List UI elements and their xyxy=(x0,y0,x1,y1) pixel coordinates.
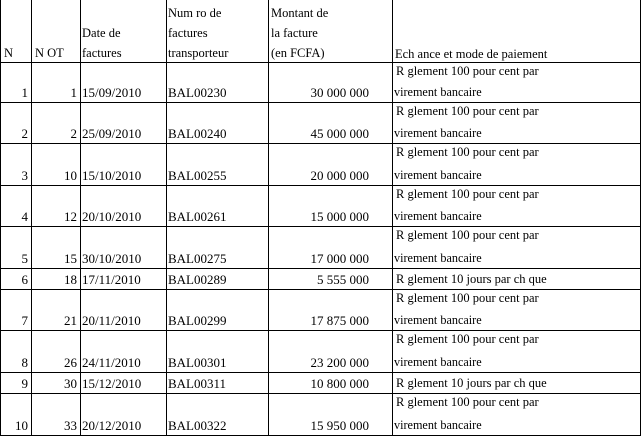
row-n: 8 xyxy=(21,355,28,370)
row-divider xyxy=(0,143,641,144)
row-payment-line1: R glement 100 pour cent par xyxy=(396,332,539,346)
row-invoice: BAL00255 xyxy=(168,168,227,183)
row-n: 6 xyxy=(21,272,28,287)
column-divider xyxy=(80,0,81,436)
row-amount: 17 000 000 xyxy=(310,251,369,266)
row-invoice: BAL00240 xyxy=(168,126,227,141)
row-n: 7 xyxy=(21,313,28,328)
row-divider xyxy=(0,268,641,269)
row-n: 1 xyxy=(21,85,28,100)
row-invoice: BAL00230 xyxy=(168,85,227,100)
header-invoice-line2: factures xyxy=(168,26,208,40)
header-n: N xyxy=(4,46,14,60)
row-amount: 20 000 000 xyxy=(310,168,369,183)
row-ot: 30 xyxy=(64,376,77,391)
row-divider xyxy=(0,393,641,394)
row-invoice: BAL00261 xyxy=(168,209,227,224)
row-date: 20/11/2010 xyxy=(82,313,141,328)
row-n: 5 xyxy=(21,251,28,266)
row-payment-line1: R glement 100 pour cent par xyxy=(396,395,539,409)
row-ot: 33 xyxy=(64,418,77,433)
row-amount: 5 555 000 xyxy=(317,272,369,287)
row-ot: 15 xyxy=(64,251,77,266)
row-divider xyxy=(0,185,641,186)
row-divider xyxy=(0,435,641,436)
row-divider xyxy=(0,62,641,63)
row-date: 15/09/2010 xyxy=(82,85,142,100)
row-n: 4 xyxy=(21,209,28,224)
row-payment-line1: R glement 100 pour cent par xyxy=(396,104,539,118)
row-divider xyxy=(0,226,641,227)
row-invoice: BAL00311 xyxy=(168,376,227,391)
row-invoice: BAL00275 xyxy=(168,251,227,266)
row-invoice: BAL00299 xyxy=(168,313,227,328)
row-amount: 15 000 000 xyxy=(310,209,369,224)
row-invoice: BAL00289 xyxy=(168,272,227,287)
row-n: 9 xyxy=(21,376,28,391)
row-payment-line1: R glement 100 pour cent par xyxy=(396,64,539,78)
row-amount: 15 950 000 xyxy=(310,418,369,433)
row-ot: 21 xyxy=(64,313,77,328)
row-date: 15/10/2010 xyxy=(82,168,142,183)
row-payment-line2: virement bancaire xyxy=(394,85,482,99)
row-n: 10 xyxy=(15,418,28,433)
row-amount: 10 800 000 xyxy=(310,376,369,391)
column-divider xyxy=(392,0,393,436)
row-amount: 17 875 000 xyxy=(310,313,369,328)
row-divider xyxy=(0,372,641,373)
row-payment-line1: R glement 100 pour cent par xyxy=(396,228,539,242)
row-n: 2 xyxy=(21,126,28,141)
header-date-line1: Date de xyxy=(82,26,121,40)
header-not: N OT xyxy=(35,46,64,60)
row-date: 24/11/2010 xyxy=(82,355,141,370)
header-amount-line3: (en FCFA) xyxy=(271,46,325,60)
row-payment-line2: virement bancaire xyxy=(394,126,482,140)
header-amount-line1: Montant de xyxy=(271,6,329,20)
row-invoice: BAL00322 xyxy=(168,418,227,433)
row-date: 20/12/2010 xyxy=(82,418,142,433)
row-payment-line1: R glement 100 pour cent par xyxy=(396,145,539,159)
row-payment-line1: R glement 100 pour cent par xyxy=(396,187,539,201)
row-date: 15/12/2010 xyxy=(82,376,142,391)
column-divider xyxy=(166,0,167,436)
row-date: 25/09/2010 xyxy=(82,126,142,141)
row-amount: 45 000 000 xyxy=(310,126,369,141)
row-payment-line2: virement bancaire xyxy=(394,209,482,223)
row-payment-line2: virement bancaire xyxy=(394,313,482,327)
header-invoice-line1: Num ro de xyxy=(168,6,222,20)
row-ot: 1 xyxy=(70,85,77,100)
header-date-line2: factures xyxy=(82,46,122,60)
row-ot: 12 xyxy=(64,209,77,224)
row-n: 3 xyxy=(21,168,28,183)
row-amount: 23 200 000 xyxy=(310,355,369,370)
row-date: 17/11/2010 xyxy=(82,272,141,287)
header-payment: Ech ance et mode de paiement xyxy=(395,47,548,61)
row-divider xyxy=(0,330,641,331)
row-payment-line1: R glement 10 jours par ch que xyxy=(396,376,547,390)
row-payment-line2: virement bancaire xyxy=(394,418,482,432)
row-payment-line1: R glement 100 pour cent par xyxy=(396,291,539,305)
row-ot: 10 xyxy=(64,168,77,183)
row-ot: 2 xyxy=(70,126,77,141)
header-amount-line2: la facture xyxy=(271,26,318,40)
row-payment-line2: virement bancaire xyxy=(394,251,482,265)
row-amount: 30 000 000 xyxy=(310,85,369,100)
header-invoice-line3: transporteur xyxy=(168,46,229,60)
row-payment-line2: virement bancaire xyxy=(394,168,482,182)
row-date: 30/10/2010 xyxy=(82,251,142,266)
row-invoice: BAL00301 xyxy=(168,355,227,370)
row-payment-line1: R glement 10 jours par ch que xyxy=(396,272,547,286)
row-date: 20/10/2010 xyxy=(82,209,142,224)
row-payment-line2: virement bancaire xyxy=(394,355,482,369)
column-divider xyxy=(640,0,641,436)
row-divider xyxy=(0,289,641,290)
row-divider xyxy=(0,102,641,103)
row-ot: 26 xyxy=(64,355,77,370)
row-ot: 18 xyxy=(64,272,77,287)
